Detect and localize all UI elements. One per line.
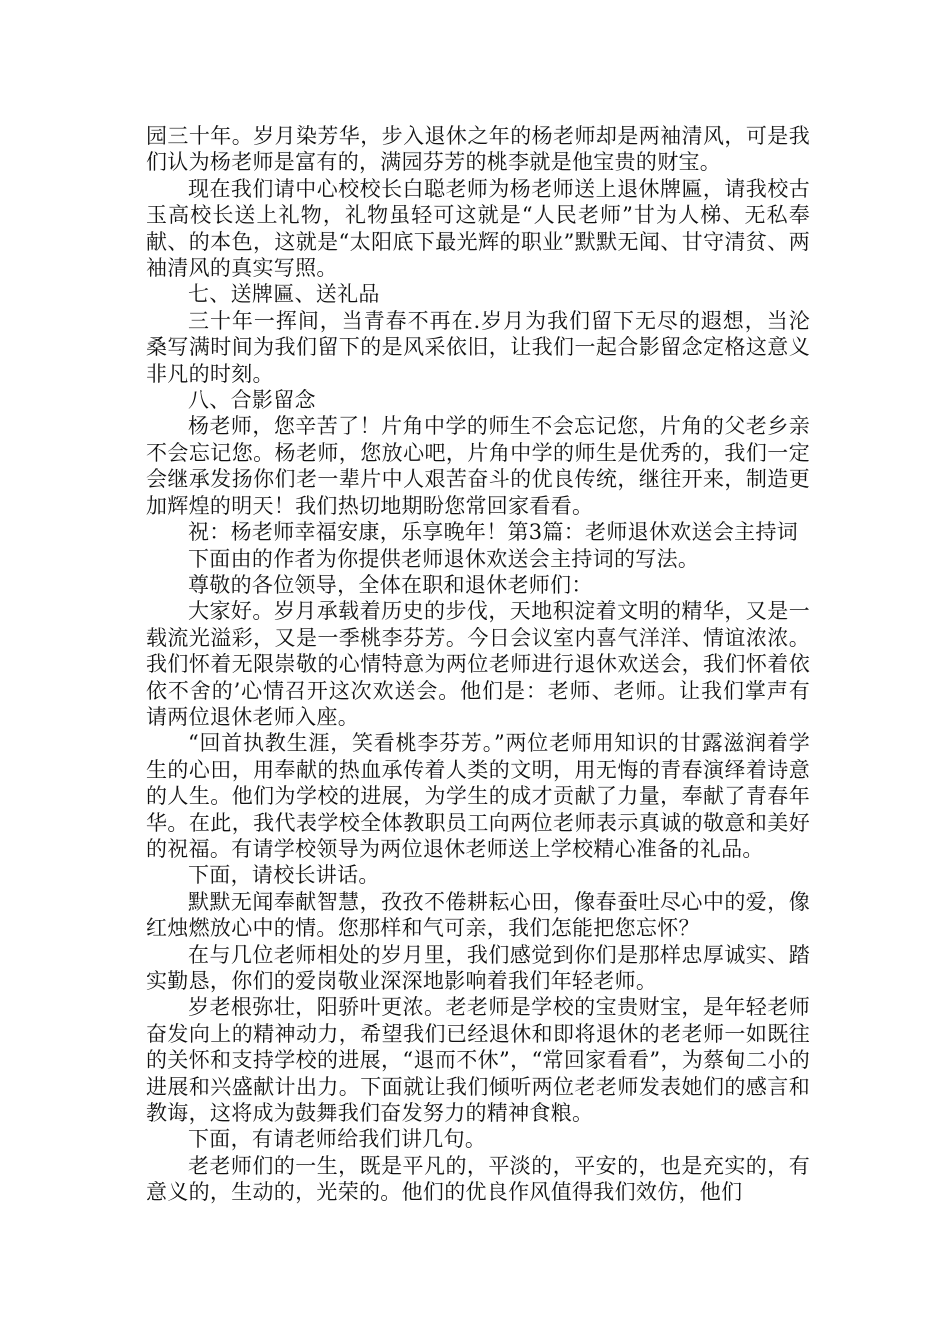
paragraph: 在与几位老师相处的岁月里，我们感觉到你们是那样忠厚诚实、踏实勤恳，你们的爱岗敬业深深地影响着我们年轻老师。 <box>146 942 810 993</box>
paragraph: 园三十年。岁月染芳华，步入退休之年的杨老师却是两袖清风，可是我们认为杨老师是富有的，满园芬芳的桃李就是他宝贵的财宝。 <box>146 124 810 175</box>
paragraph: 尊敬的各位领导，全体在职和退休老师们： <box>188 572 593 597</box>
paragraph: 杨老师，您辛苦了！片角中学的师生不会忘记您，片角的父老乡亲不会忘记您。杨老师，您放心吧，片角中学的师生是优秀的，我们一定会继承发扬你们老一辈片中人艰苦奋斗的优良传统，继往开来，制造更加辉煌的明天！我们热切地期盼您常回家看看。 <box>146 414 810 518</box>
paragraph: “回首执教生涯，笑看桃李芬芳。”两位老师用知识的甘露滋润着学生的心田，用奉献的热血承传着人类的文明，用无悔的青春演绎着诗意的人生。他们为学校的进展，为学生的成才贡献了力量，奉献了青春年华。在此，我代表学校全体教职员工向两位老师表示真诚的敬意和美好的祝福。有请学校领导为两位退休老师送上学校精心准备的礼品。 <box>146 731 810 861</box>
paragraph: 现在我们请中心校校长白聪老师为杨老师送上退休牌匾，请我校古玉高校长送上礼物，礼物虽轻可这就是“人民老师”甘为人梯、无私奉献、的本色，这就是“太阳底下最光辉的职业”默默无闻、甘守清贫、两袖清风的真实写照。 <box>146 176 810 281</box>
paragraph: 岁老根弥壮，阳骄叶更浓。老老师是学校的宝贵财宝，是年轻老师奋发向上的精神动力，希望我们已经退休和即将退休的老老师一如既往的关怀和支持学校的进展，“退而不休”，“常回家看看”，为蔡甸二小的进展和兴盛献计出力。下面就让我们倾听两位老老师发表她们的感言和教诲，这将成为鼓舞我们奋发努力的精神食粮。 <box>146 995 810 1126</box>
paragraph: 七、送牌匾、送礼品 <box>188 282 380 307</box>
paragraph: 大家好。岁月承载着历史的步伐，天地积淀着文明的精华，又是一载流光溢彩，又是一季桃李芬芳。今日会议室内喜气洋洋、情谊浓浓。我们怀着无限崇敬的心情特意为两位老师进行退休欢送会，我们怀着依依不舍的’心情召开这次欢送会。他们是：老师、老师。让我们掌声有请两位退休老师入座。 <box>146 599 810 729</box>
paragraph: 下面，请校长讲话。 <box>188 863 380 888</box>
paragraph: 默默无闻奉献智慧，孜孜不倦耕耘心田，像春蚕吐尽心中的爱，像红烛燃放心中的情。您那样和气可亲，我们怎能把您忘怀？ <box>146 889 810 941</box>
paragraph: 下面由的作者为你提供老师退休欢送会主持词的写法。 <box>188 546 700 571</box>
paragraph: 三十年一挥间，当青春不再在.岁月为我们留下无尽的遐想，当沦桑写满时间为我们留下的是风采依旧，让我们一起合影留念定格这意义非凡的时刻。 <box>146 308 810 386</box>
document-page <box>146 123 810 1206</box>
paragraph: 老老师们的一生，既是平凡的，平淡的，平安的，也是充实的，有意义的，生动的，光荣的。他们的优良作风值得我们效仿，他们 <box>146 1153 810 1205</box>
paragraph: 下面，有请老师给我们讲几句。 <box>188 1127 487 1152</box>
paragraph: 祝：杨老师幸福安康，乐享晚年！第3篇：老师退休欢送会主持词 <box>188 520 799 545</box>
paragraph: 八、合影留念 <box>188 388 316 413</box>
